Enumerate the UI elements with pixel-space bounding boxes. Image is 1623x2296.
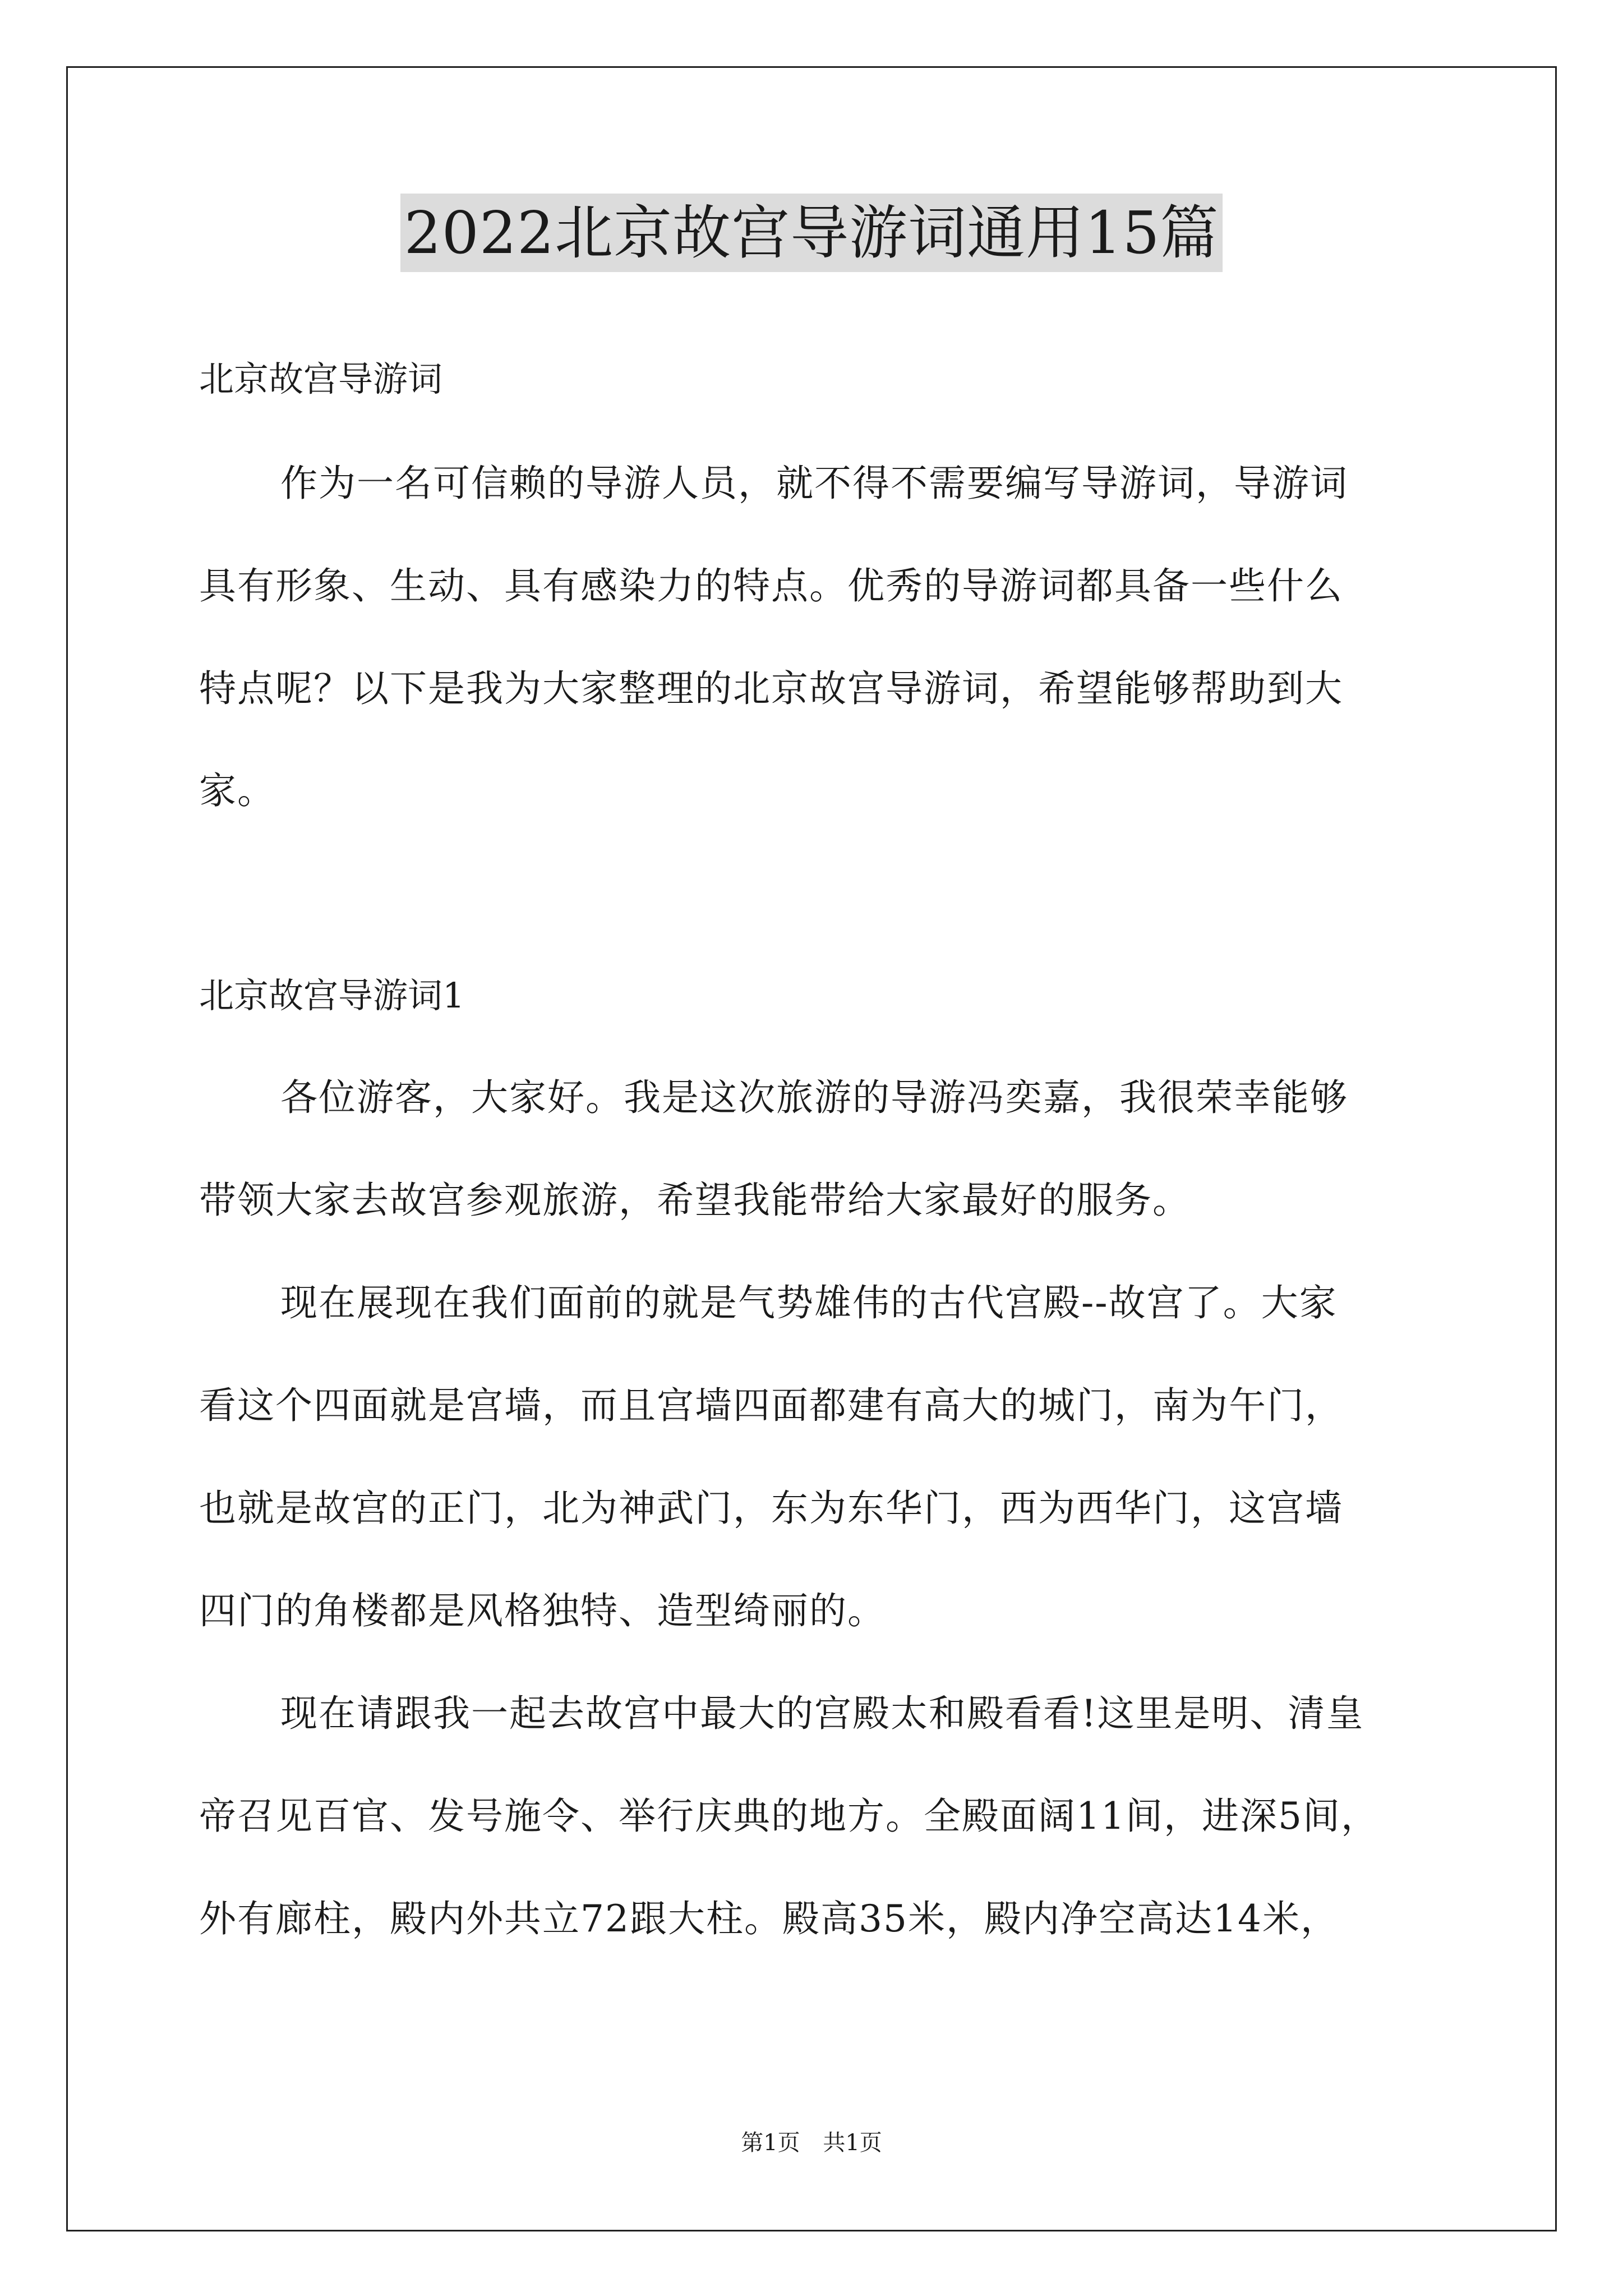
paragraph3-line-1: 现在请跟我一起去故宫中最大的宫殿太和殿看看!这里是明、清皇 (280, 1692, 1364, 1735)
paragraph1-line-1: 各位游客，大家好。我是这次旅游的导游冯奕嘉，我很荣幸能够 (280, 1076, 1348, 1119)
paragraph3-line-3: 外有廊柱，殿内外共立72跟大柱。殿高35米，殿内净空高达14米， (199, 1897, 1339, 1940)
section-heading: 北京故宫导游词 (199, 358, 443, 399)
page-number: 第1页 (741, 2130, 800, 2156)
page-footer (0, 2129, 1623, 2157)
document-title: 2022北京故宫导游词通用15篇 (400, 194, 1222, 272)
paragraph2-line-2: 看这个四面就是宫墙，而且宫墙四面都建有高大的城门，南为午门， (199, 1384, 1343, 1427)
page-total: 共1页 (823, 2130, 882, 2156)
intro-line-3: 特点呢？以下是我为大家整理的北京故宫导游词，希望能够帮助到大 (199, 667, 1343, 710)
intro-line-1: 作为一名可信赖的导游人员，就不得不需要编写导游词，导游词 (280, 462, 1348, 505)
title-container (0, 194, 1623, 272)
intro-line-4: 家。 (199, 769, 275, 812)
paragraph3-line-2: 帝召见百官、发号施令、举行庆典的地方。全殿面阔11间，进深5间， (199, 1795, 1379, 1838)
article-heading: 北京故宫导游词1 (199, 975, 465, 1016)
paragraph2-line-3: 也就是故宫的正门，北为神武门，东为东华门，西为西华门，这宫墙 (199, 1487, 1343, 1530)
paragraph2-line-1: 现在展现在我们面前的就是气势雄伟的古代宫殿--故宫了。大家 (280, 1281, 1338, 1324)
paragraph2-line-4: 四门的角楼都是风格独特、造型绮丽的。 (199, 1589, 886, 1632)
intro-line-2: 具有形象、生动、具有感染力的特点。优秀的导游词都具备一些什么 (199, 564, 1343, 608)
paragraph1-line-2: 带领大家去故宫参观旅游，希望我能带给大家最好的服务。 (199, 1179, 1191, 1222)
